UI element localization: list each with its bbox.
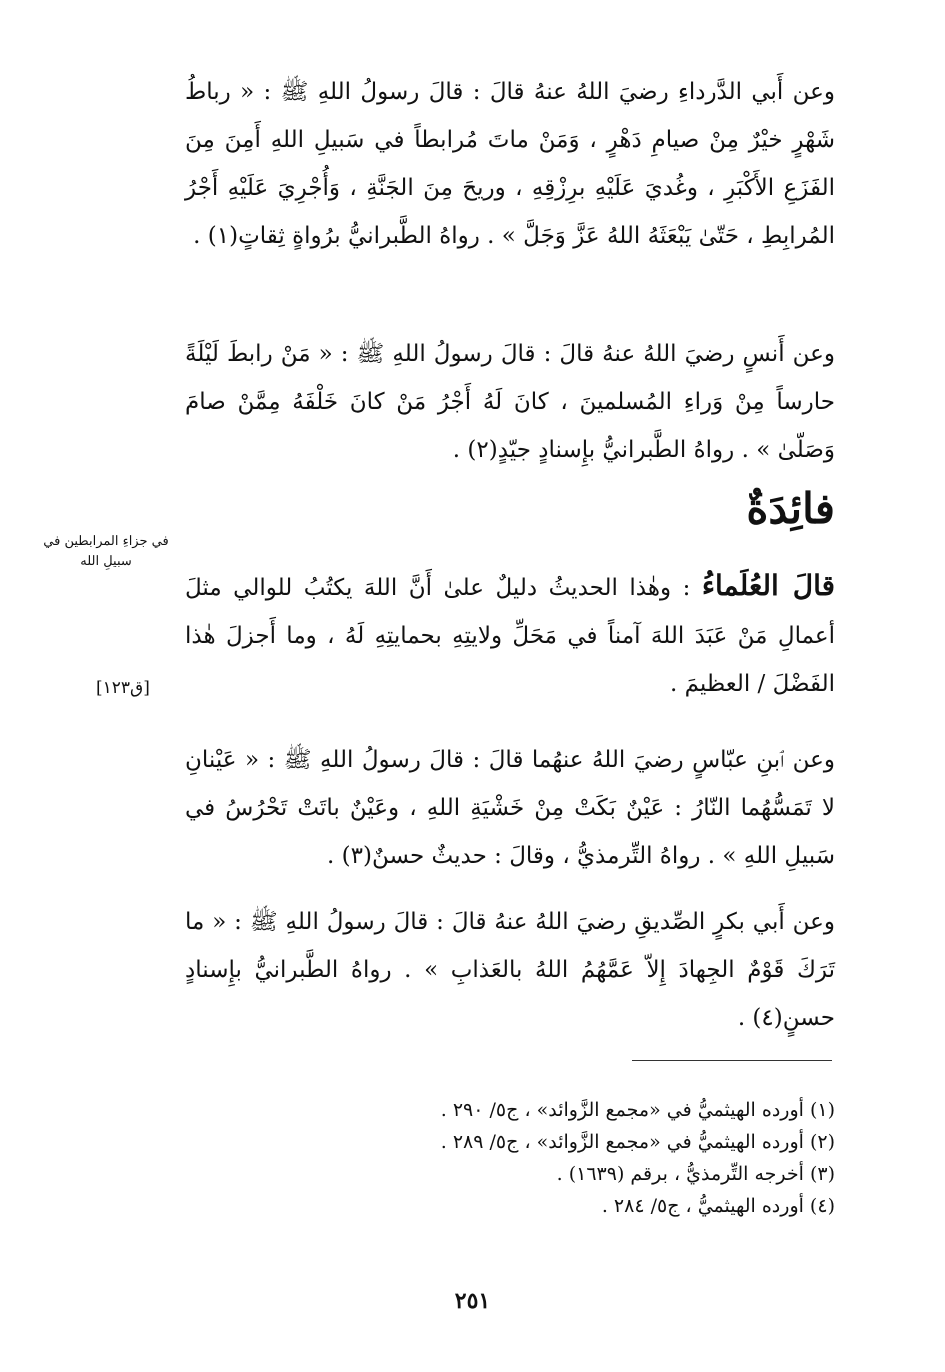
hadith-paragraph-3: وعن ٱبنِ عبّاسٍ رضيَ اللهُ عنهُما قالَ : قالَ رسولُ اللهِ ﷺ : « عَيْنانِ لا تَمَسُّهُما النّارُ : عَيْنٌ بَكَتْ مِنْ خَشْيَةِ اللهِ ، وعَيْنٌ باتَتْ تَحْرُسُ في سَبيلِ اللهِ » . رواهُ التِّرمذيُّ ، وقالَ : حديثٌ حسنٌ(٣) .: [185, 747, 835, 869]
main-text-column: [185, 68, 835, 1048]
footnote-divider: [632, 1060, 832, 1061]
section-heading: فائِدَةٌ: [746, 484, 835, 533]
manuscript-folio-marker: [ق١٢٣]: [96, 678, 150, 698]
benefit-paragraph: [185, 562, 835, 708]
footnote-2: (٢) أورده الهيثميُّ في «مجمع الزَّوائد» ، ج٥/ ٢٨٩ .: [440, 1131, 835, 1153]
footnote-1: (١) أورده الهيثميُّ في «مجمع الزَّوائد» ، ج٥/ ٢٩٠ .: [440, 1099, 835, 1121]
hadith-paragraph-1: وعن أَبي الدَّرداءِ رضيَ اللهُ عنهُ قالَ : قالَ رسولُ اللهِ ﷺ : « رباطُ شَهْرٍ خيْرٌ مِنْ صيامِ دَهْرٍ ، وَمَنْ ماتَ مُرابطاً في سَبيلِ اللهِ أَمِنَ مِنَ الفَزَعِ الأَكْبَرِ ، وغُديَ عَلَيْهِ برِزْقِهِ ، وريحَ مِنَ الجَنَّةِ ، وَأُجْرِيَ عَلَيْهِ أَجْرُ المُرابِطِ ، حَتّىٰ يَبْعَثَهُ اللهُ عَزَّ وَجَلَّ » . رواهُ الطَّبرانيُّ برُواةٍ ثِقاتٍ(١) .: [185, 79, 835, 249]
page-number: ٢٥١: [454, 1288, 491, 1314]
footnotes: [185, 1094, 835, 1222]
hadith-paragraph-2: وعن أَنسٍ رضيَ اللهُ عنهُ قالَ : قالَ رسولُ اللهِ ﷺ : « مَنْ رابطَ لَيْلَةً حارساً مِنْ وَراءِ المُسلمينَ ، كانَ لَهُ أَجْرُ مَنْ كانَ خَلْفَهُ مِمَّنْ صامَ وَصَلّىٰ » . رواهُ الطَّبرانيُّ بإِسنادٍ جيّدٍ(٢) .: [185, 341, 835, 463]
benefit-text: : وهٰذا الحديثُ دليلٌ علىٰ أَنَّ اللهَ يكتُبُ للوالي مثلَ أعمالِ مَنْ عَبَدَ اللهَ آمناً في مَحَلِّ ولايتِهِ بحمايتِهِ لَهُ ، وما أَجزلَ هٰذا الفَضْلَ / العظيمَ .: [185, 575, 835, 697]
hadith-paragraph-4: وعن أَبي بكرٍ الصِّديقِ رضيَ اللهُ عنهُ قالَ : قالَ رسولُ اللهِ ﷺ : « ما تَرَكَ قَوْمٌ الجِهادَ إِلاّ عَمَّهُمُ اللهُ بالعَذابِ » . رواهُ الطَّبرانيُّ بإِسنادٍ حسنٍ(٤) .: [185, 909, 835, 1031]
footnote-4: (٤) أورده الهيثميُّ ، ج٥/ ٢٨٤ .: [601, 1195, 835, 1217]
footnote-3: (٣) أخرجه التِّرمذيُّ ، برقم (١٦٣٩) .: [556, 1163, 835, 1185]
benefit-lead: قالَ العُلَماءُ: [701, 569, 836, 602]
margin-note: في جزاءِ المرابطين في سبيلِ الله: [43, 534, 169, 569]
